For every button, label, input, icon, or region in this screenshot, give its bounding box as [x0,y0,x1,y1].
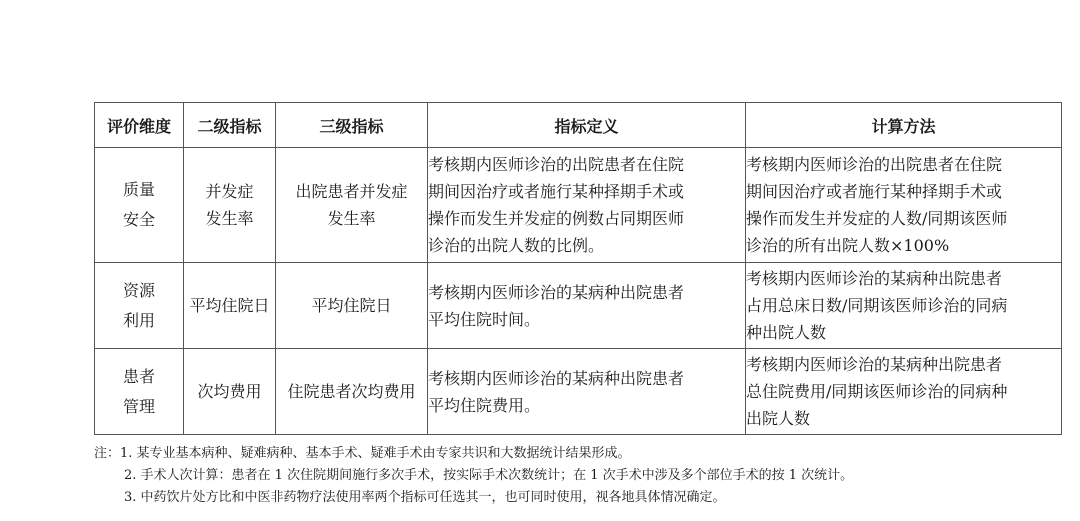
table-header-row [95,103,1062,148]
cell-text-line: 发生率 [327,209,376,228]
table-row [95,148,1062,263]
cell-method [746,349,1062,435]
cell-level2 [184,263,276,349]
cell-text-line: 平均住院时间。 [428,309,541,329]
note-item [94,443,1074,465]
table-row [95,263,1062,349]
note-text: 3. 中药饮片处方比和中医非药物疗法使用率两个指标可任选其一，也可同时使用，视各地具体情况确定。 [124,490,726,505]
cell-text-line: 质量 [122,180,155,199]
header-definition: 指标定义 [428,103,746,148]
note-item [94,465,1074,487]
cell-text-line: 种出院人数 [746,323,827,342]
cell-definition [428,349,746,435]
cell-text-line: 次均费用 [197,382,262,401]
cell-text-line: 考核期内医师诊治的某病种出院患者 [428,282,685,302]
cell-text-line: 平均住院费用。 [428,395,541,415]
cell-text-line: 操作而发生并发症的人数/同期该医师 [746,209,1008,228]
cell-method [746,148,1062,263]
cell-level3 [276,148,428,263]
cell-text-line: 管理 [122,396,155,416]
cell-text-line: 期间因治疗或者施行某种择期手术或 [746,182,1003,201]
cell-definition [428,148,746,263]
cell-text-line: 平均住院日 [311,296,392,315]
header-level3: 三级指标 [276,103,428,148]
cell-text-line: 占用总床日数/同期该医师诊治的同病 [746,296,1008,315]
header-dimension: 评价维度 [95,103,184,148]
cell-text-line: 考核期内医师诊治的某病种出院患者 [746,355,1003,374]
table-row [95,349,1062,435]
cell-text-line: 并发症 [205,182,254,201]
cell-text-line: 安全 [122,210,155,229]
cell-text-line: 考核期内医师诊治的某病种出院患者 [428,368,685,388]
cell-text-line: 发生率 [205,209,254,228]
cell-definition [428,263,746,349]
cell-text-line: 诊治的所有出院人数×100% [746,236,950,255]
header-method: 计算方法 [746,103,1062,148]
cell-text-line: 住院患者次均费用 [287,382,416,401]
cell-text-line: 考核期内医师诊治的出院患者在住院 [746,155,1003,174]
cell-text-line: 诊治的出院人数的比例。 [428,236,605,255]
cell-dimension [95,263,184,349]
cell-level3 [276,263,428,349]
cell-text-line: 考核期内医师诊治的出院患者在住院 [428,155,685,174]
note-text: 2. 手术人次计算：患者在 1 次住院期间施行多次手术，按实际手术次数统计；在 1 次手术中涉及多个部位手术的按 1 次统计。 [124,468,854,483]
header-level2: 二级指标 [184,103,276,148]
cell-text-line: 利用 [122,310,155,330]
cell-text-line: 出院人数 [746,409,811,428]
cell-text-line: 考核期内医师诊治的某病种出院患者 [746,269,1003,288]
cell-method [746,263,1062,349]
cell-level2 [184,148,276,263]
note-prefix: 注： [94,446,121,461]
cell-text-line: 操作而发生并发症的例数占同期医师 [428,209,685,228]
table-notes [94,443,1074,509]
cell-level2 [184,349,276,435]
note-item [94,487,1074,509]
indicator-table [94,102,1062,435]
cell-text-line: 患者 [122,366,155,386]
cell-text-line: 期间因治疗或者施行某种择期手术或 [428,182,685,201]
cell-text-line: 资源 [122,280,155,300]
cell-dimension [95,349,184,435]
cell-text-line: 总住院费用/同期该医师诊治的同病种 [746,382,1008,401]
cell-text-line: 出院患者并发症 [295,182,408,201]
cell-dimension [95,148,184,263]
cell-level3 [276,349,428,435]
note-text: 1. 某专业基本病种、疑难病种、基本手术、疑难手术由专家共识和大数据统计结果形成。 [120,446,631,461]
cell-text-line: 平均住院日 [189,296,270,315]
